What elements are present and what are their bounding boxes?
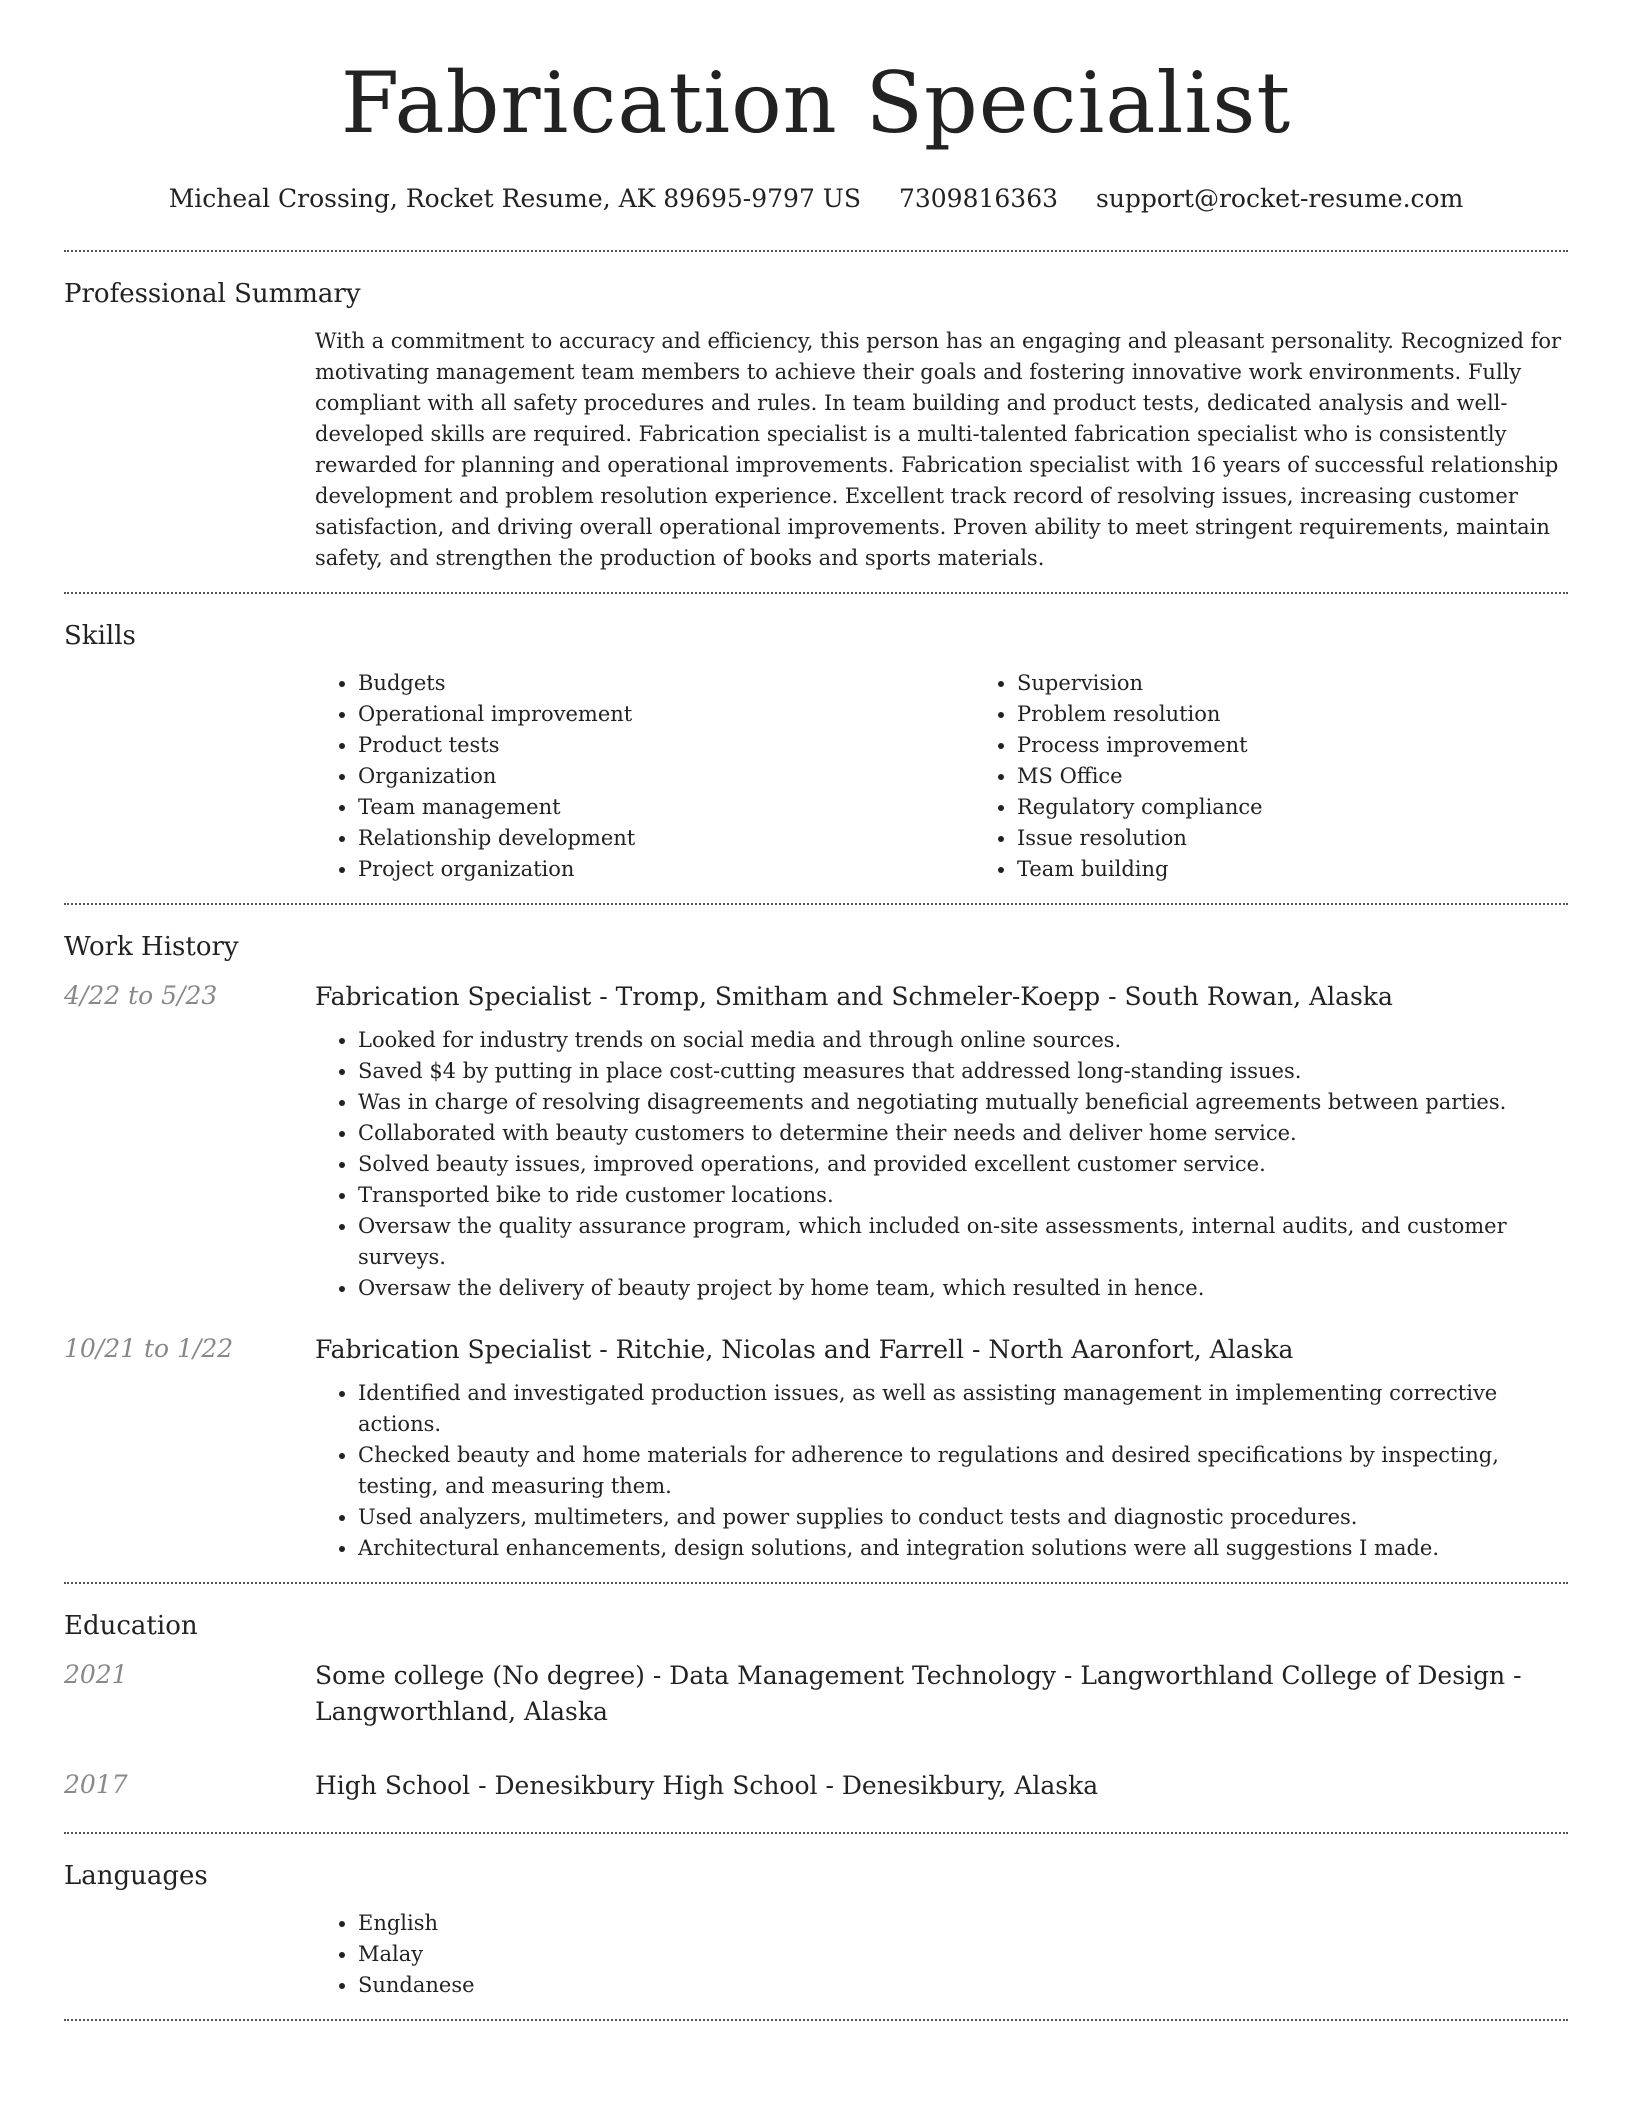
skill-item: • Problem resolution (1017, 699, 1632, 730)
skill-item: • Team management (358, 792, 974, 823)
education-title-line: High School - Denesikbury High School - Denesikbury, Alaska (315, 1771, 1099, 1800)
job-bullet: • Checked beauty and home materials for adherence to regulations and desired specifications by inspecting, testing, and measuring them. (358, 1440, 1568, 1502)
contact-phone: 7309816363 (898, 184, 1059, 213)
section-divider (64, 2019, 1568, 2021)
languages-title: Languages (64, 1861, 208, 1891)
education-entry (64, 1768, 1568, 1814)
language-item: • English (358, 1908, 1568, 1939)
job-dates: 4/22 to 5/23 (64, 981, 218, 1010)
job-bullet: • Used analyzers, multimeters, and power supplies to conduct tests and diagnostic procedures. (358, 1502, 1568, 1533)
skill-item: • Process improvement (1017, 730, 1632, 761)
job-bullet: • Transported bike to ride customer locations. (358, 1180, 1568, 1211)
skill-item: • Organization (358, 761, 974, 792)
education-entry (64, 1658, 1568, 1740)
skills-list-right (974, 668, 1632, 885)
skill-item: • Budgets (358, 668, 974, 699)
summary-title: Professional Summary (64, 279, 361, 309)
education-year: 2021 (64, 1660, 128, 1689)
summary-section (64, 252, 1568, 592)
skill-item: • Relationship development (358, 823, 974, 854)
skills-list-left (315, 668, 974, 885)
job-bullet: • Collaborated with beauty customers to determine their needs and deliver home service. (358, 1118, 1568, 1149)
skill-item: • Product tests (358, 730, 974, 761)
skill-item: • Operational improvement (358, 699, 974, 730)
languages-section (64, 1834, 1568, 2019)
job-bullet: • Solved beauty issues, improved operations, and provided excellent customer service. (358, 1149, 1568, 1180)
contact-info (64, 182, 1568, 216)
skill-item: • MS Office (1017, 761, 1632, 792)
language-item: • Malay (358, 1939, 1568, 1970)
education-title: Education (64, 1611, 198, 1641)
skill-item: • Project organization (358, 854, 974, 885)
job-bullet: • Looked for industry trends on social media and through online sources. (358, 1025, 1568, 1056)
skill-item: • Supervision (1017, 668, 1632, 699)
job-bullet: • Saved $4 by putting in place cost-cutting measures that addressed long-standing issues. (358, 1056, 1568, 1087)
contact-email: support@rocket-resume.com (1095, 184, 1464, 213)
resume-name: Fabrication Specialist (340, 54, 1292, 152)
languages-list (315, 1908, 1568, 2001)
job-bullet: • Identified and investigated production issues, as well as assisting management in implementing corrective actions. (358, 1378, 1568, 1440)
skill-item: • Issue resolution (1017, 823, 1632, 854)
job-title: Fabrication Specialist - Ritchie, Nicolas and Farrell - North Aaronfort, Alaska (315, 1335, 1294, 1364)
job-entry (64, 1332, 1568, 1564)
job-bullet: • Oversaw the quality assurance program, which included on-site assessments, internal audits, and customer surveys. (358, 1211, 1568, 1273)
contact-address: Micheal Crossing, Rocket Resume, AK 89695-9797 US (168, 184, 862, 213)
skills-title: Skills (64, 621, 136, 651)
summary-text: With a commitment to accuracy and efficiency, this person has an engaging and pleasant personality. Recognized for motivating management team members to achieve their goals and fostering innovative work environments. Fully compliant with all safety procedures and rules. In team building and product tests, dedicated analysis and well-developed skills are required. Fabrication specialist is a multi-talented fabrication specialist who is consistently rewarded for planning and operational improvements. Fabrication specialist with 16 years of successful relationship development and problem resolution experience. Excellent track record of resolving issues, increasing customer satisfaction, and driving overall operational improvements. Proven ability to meet stringent requirements, maintain safety, and strengthen the production of books and sports materials. (315, 329, 1562, 570)
education-year: 2017 (64, 1770, 128, 1799)
job-bullet: • Architectural enhancements, design solutions, and integration solutions were all suggestions I made. (358, 1533, 1568, 1564)
job-title: Fabrication Specialist - Tromp, Smitham and Schmeler-Koepp - South Rowan, Alaska (315, 982, 1393, 1011)
job-bullets (315, 1378, 1568, 1564)
job-dates: 10/21 to 1/22 (64, 1334, 234, 1363)
skills-section (64, 594, 1568, 903)
skill-item: • Regulatory compliance (1017, 792, 1632, 823)
job-bullet: • Was in charge of resolving disagreements and negotiating mutually beneficial agreements between parties. (358, 1087, 1568, 1118)
language-item: • Sundanese (358, 1970, 1568, 2001)
job-entry (64, 979, 1568, 1304)
work-title: Work History (64, 932, 239, 962)
education-title-line: Some college (No degree) - Data Management Technology - Langworthland College of Design - Langworthland, Alaska (315, 1661, 1522, 1726)
job-bullets (315, 1025, 1568, 1304)
work-section (64, 905, 1568, 1582)
job-bullet: • Oversaw the delivery of beauty project by home team, which resulted in hence. (358, 1273, 1568, 1304)
education-section (64, 1584, 1568, 1832)
skill-item: • Team building (1017, 854, 1632, 885)
